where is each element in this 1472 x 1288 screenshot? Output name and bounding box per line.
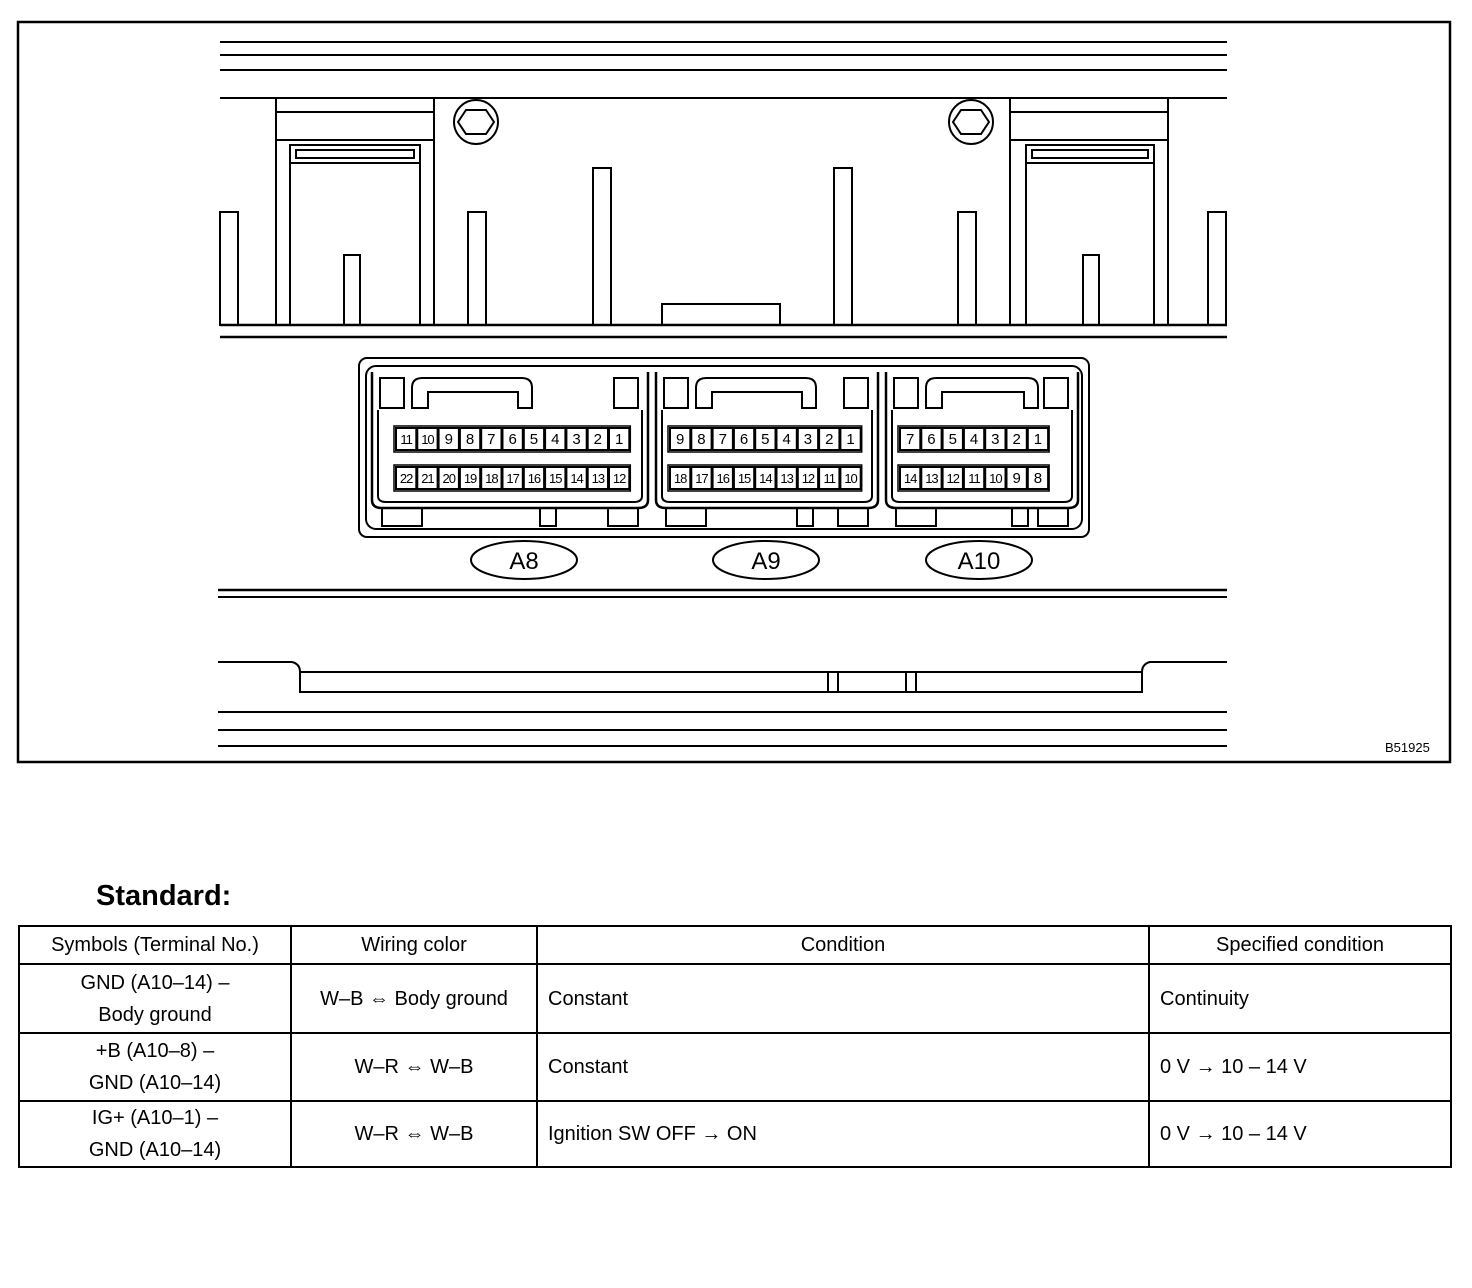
pin-number: 8 [465,431,475,448]
pin-number: 2 [593,431,603,448]
wiring-cell: W–R ⇔ W–B [291,1033,537,1101]
pin-number: 1 [846,431,855,448]
col-header-symbols: Symbols (Terminal No.) [19,926,291,964]
pin-number: 18 [673,471,687,486]
connector-a10 [886,372,1078,526]
pin-number: 15 [549,471,562,486]
table-row [19,1101,1451,1167]
connector-label: A9 [751,548,781,575]
symbol-line: Body ground [98,1003,212,1026]
condition-cell: Constant [537,964,1149,1033]
col-header-condition: Condition [537,926,1149,964]
wiring-cell: W–B ⇔ Body ground [291,964,537,1033]
pin-number: 8 [697,431,706,448]
pin-number: 5 [948,431,957,448]
pin-number: 3 [803,431,813,448]
pin-number: 7 [905,431,915,448]
spec-table [18,925,1452,1168]
pin-number: 3 [991,431,1000,448]
table-row [19,1033,1451,1101]
pin-number: 17 [506,471,519,486]
connector-label: A8 [509,548,539,575]
pin-number: 7 [487,431,496,448]
connector-a8 [372,372,648,526]
connector-label: A10 [957,548,1001,575]
specified-cell: Continuity [1149,964,1451,1033]
pin-number: 4 [782,431,791,448]
pin-number: 12 [801,471,815,486]
table-header-row [19,926,1451,964]
pin-number: 10 [989,471,1002,486]
pin-number: 10 [421,432,434,447]
pin-number: 5 [529,431,539,448]
col-header-specified: Specified condition [1149,926,1451,964]
pin-number: 16 [716,471,729,486]
pin-number: 16 [527,471,541,486]
symbol-line: GND (A10–14) [88,1072,222,1094]
condition-cell: Ignition SW OFF → ON [537,1101,1149,1167]
col-header-wiring: Wiring color [291,926,537,964]
symbol-line: GND (A10–14) – [80,971,230,994]
pin-number: 14 [759,471,772,486]
pin-number: 11 [823,471,835,486]
symbol-line: IG+ (A10–1) – [91,1107,219,1129]
pin-number: 18 [485,471,498,486]
bolt-icon [949,100,993,144]
pin-number: 13 [925,471,938,486]
pin-number: 20 [442,471,455,486]
symbol-cell [19,964,291,1033]
connector-a9 [656,372,878,526]
pin-number: 14 [903,471,917,486]
specified-cell: 0 V → 10 – 14 V [1149,1033,1451,1101]
pin-number: 9 [1012,470,1021,487]
ecu-housing [220,42,1227,337]
symbol-cell [19,1101,291,1167]
ecu-lower-housing [218,590,1227,746]
pin-number: 2 [825,431,834,448]
pin-number: 19 [463,471,477,486]
specified-cell: 0 V → 10 – 14 V [1149,1101,1451,1167]
pin-number: 11 [400,432,412,447]
table-row [19,964,1451,1033]
pin-number: 1 [1033,431,1043,448]
pin-number: 9 [444,431,453,448]
standard-heading: Standard: [96,880,232,912]
condition-cell: Constant [537,1033,1149,1101]
pin-number: 15 [737,471,751,486]
pin-number: 12 [946,471,959,486]
pin-number: 2 [1012,431,1021,448]
pin-number: 6 [508,431,517,448]
symbol-line: GND (A10–14) [88,1139,222,1161]
pin-number: 5 [761,431,770,448]
pin-number: 13 [591,471,605,486]
pin-number: 12 [612,471,626,486]
figure-code: B51925 [1385,740,1430,755]
pin-number: 4 [551,431,560,448]
bolt-icon [454,100,498,144]
pin-number: 10 [844,471,857,486]
pin-number: 14 [570,471,583,486]
symbol-cell [19,1033,291,1101]
pin-number: 22 [399,471,413,486]
symbol-line: +B (A10–8) – [95,1040,215,1062]
pin-number: 3 [572,431,581,448]
pin-number: 11 [968,471,980,486]
pin-number: 13 [780,471,793,486]
pin-number: 21 [421,471,434,486]
pin-number: 6 [739,431,749,448]
pin-number: 8 [1033,470,1043,487]
pin-number: 9 [675,431,685,448]
pin-number: 17 [695,471,708,486]
pin-number: 4 [969,431,979,448]
wiring-cell: W–R ⇔ W–B [291,1101,537,1167]
pin-number: 1 [614,431,624,448]
pin-number: 7 [718,431,727,448]
pin-number: 6 [927,431,936,448]
